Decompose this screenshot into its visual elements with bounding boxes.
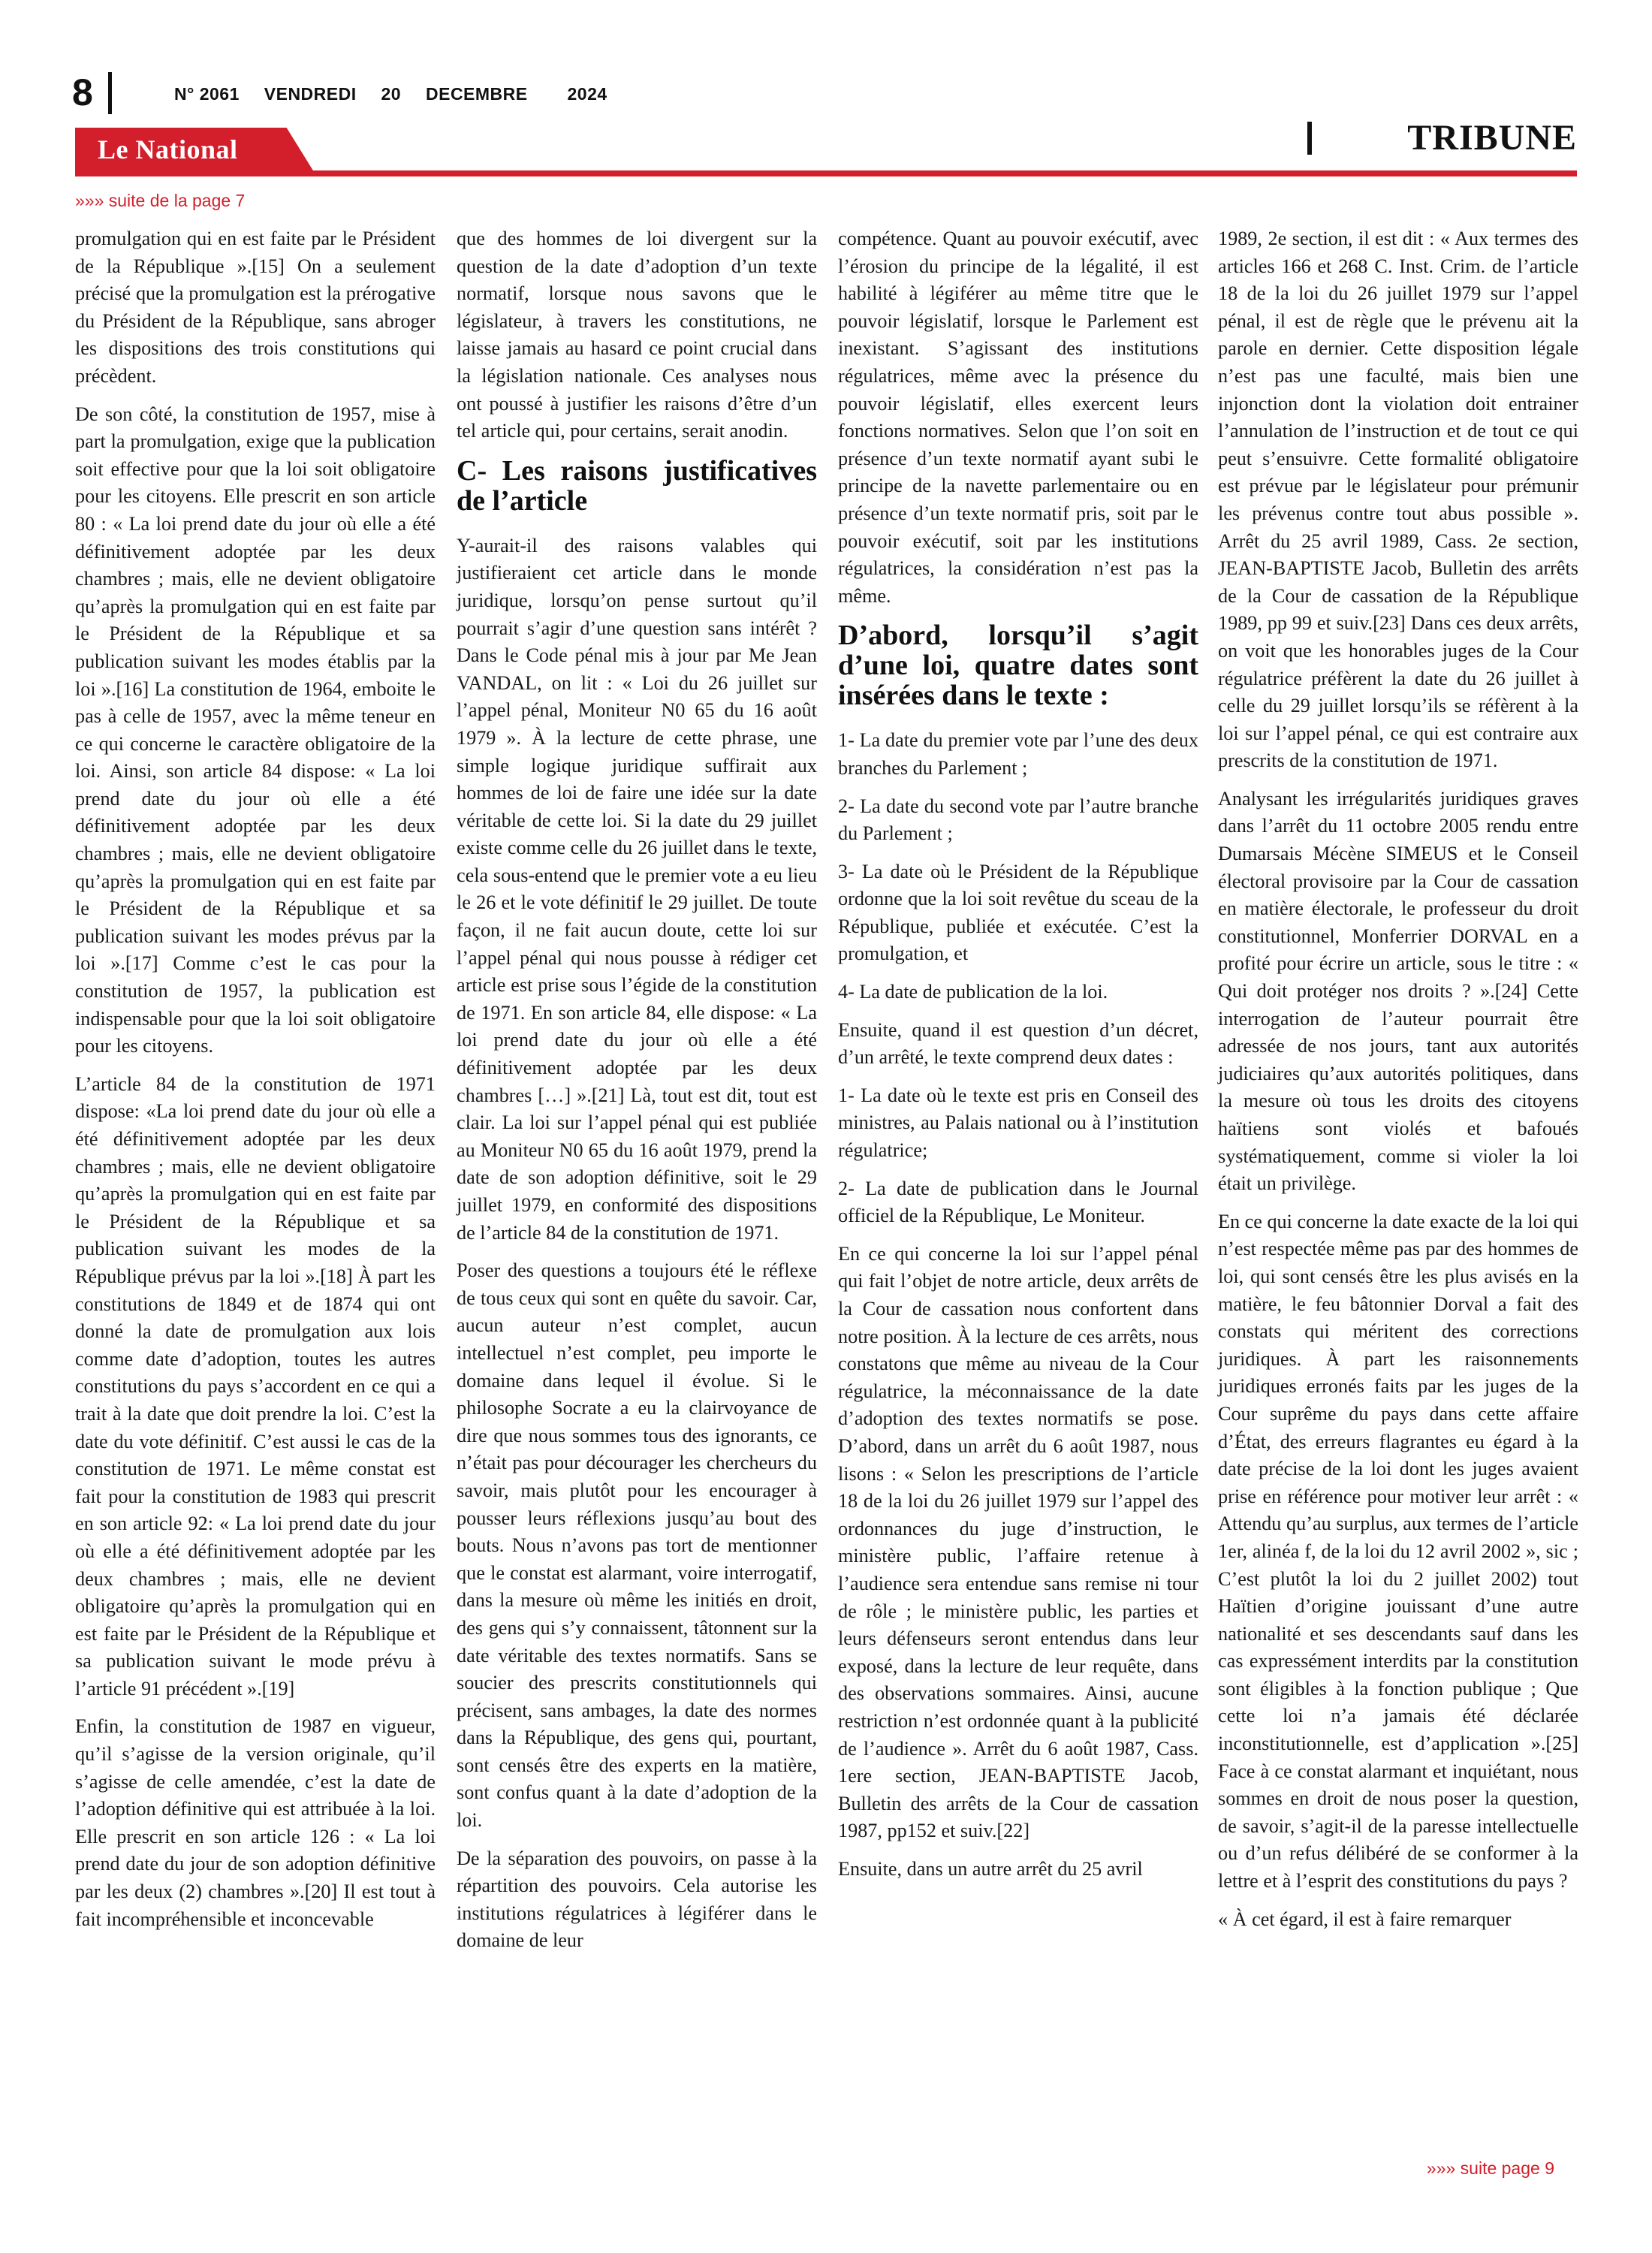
- paragraph: 2- La date de publication dans le Journal officiel de la République, Le Moniteur.: [838, 1177, 1198, 1227]
- continued-from: »»» suite de la page 7: [75, 191, 246, 210]
- section-title: TRIBUNE: [1407, 118, 1577, 158]
- issue-date-day: 20: [381, 84, 402, 104]
- issue-year: 2024: [567, 84, 607, 104]
- header-divider: [108, 72, 112, 114]
- paragraph: Enfin, la constitution de 1987 en vigueur, qu’il s’agisse de la version originale, qu’il s’agisse de celle amendée, c’est la date de l’adoption définitive qui est attribuée à la loi. Elle prescrit en son article 126 : « La loi prend date du jour de son adoption définitive par les deux (2) chambres ».[20] Il est tout à fait incompréhensible et inconcevable: [75, 1715, 436, 1930]
- issue-month: DECEMBRE: [426, 84, 528, 104]
- paragraph: 1- La date où le texte est pris en Conseil des ministres, au Palais national ou à l’institution régulatrice;: [838, 1084, 1198, 1162]
- paragraph: « À cet égard, il est à faire remarquer: [1218, 1908, 1512, 1930]
- paragraph: En ce qui concerne la date exacte de la loi qui n’est respectée même pas par des hommes de loi, qui sont censés être les plus avisés en la matière, le feu bâtonnier Dorval a fait des constats qui méritent des corrections juridiques. À part les raisonnements juridiques erronés faits par les juges de la Cour suprême du pays dans cette affaire d’État, des erreurs flagrantes eu égard à la date précise de la loi dont les juges avaient prise en référence pour motiver leur arrêt : « Attendu qu’au surplus, aux termes de l’article 1er, alinéa f, de la loi du 12 avril 2002 », sic ; C’est plutôt la loi du 2 juillet 2002) tout Haïtien d’origine jouissant d’une autre nationalité et ses descendants sauf dans les cas expressément interdits par la constitution sont éligibles à la fonction publique ; Que cette loi n’a jamais été déclarée inconstitutionnelle, est d’application ».[25] Face à ce constat alarmant et inquiétant, nous sommes en droit de nous poser la question, de savoir, s’agit-il de la paresse intellectuelle ou d’un refus délibéré de se conformer à la lettre et à l’esprit des constitutions du pays ?: [1218, 1210, 1578, 1893]
- paragraph: Poser des questions a toujours été le réflexe de tous ceux qui sont en quête du savoir. Car, aucun auteur n’est complet, aucun intellectuel n’est complet, peu importe le domaine dans lequel il évolue. Si le philosophe Socrate a eu la clairvoyance de dire que nous sommes tous des ignorants, ce n’était pas pour décourager les chercheurs du savoir, mais plutôt pour les encourager à pousser leurs réflexions jusqu’au bout des bouts. Nous n’avons pas tort de mentionner que le constat est alarmant, voire interrogatif, dans la mesure où même les initiés en droit, des gens qui s’y connaissent, tâtonnent sur la date véritable des textes normatifs. Sans se soucier des prescrits constitutionnels qui précisent, sans ambages, la date des normes dans la République, des gens qui, pourtant, sont censés être des experts en la matière, sont confus quant à la date d’adoption de la loi.: [457, 1259, 817, 1832]
- continued-to: »»» suite page 9: [1426, 2158, 1554, 2178]
- paragraph: Ensuite, quand il est question d’un décret, d’un arrêté, le texte comprend deux dates :: [838, 1018, 1198, 1069]
- article-column-2: [457, 225, 817, 1965]
- brand-logo: Le National: [98, 134, 238, 164]
- paragraph: 4- La date de publication de la loi.: [838, 981, 1108, 1003]
- paragraph: 1989, 2e section, il est dit : « Aux termes des articles 166 et 268 C. Inst. Crim. de l’article 18 de la loi du 26 juillet 1979 sur l’appel pénal, il est de règle que le prévenu ait la parole en dernier. Cette disposition légale n’est pas une faculté, mais bien une injonction dont la violation doit entrainer l’annulation de l’instruction et de tout ce qui peut s’ensuivre. Cette formalité obligatoire est prévue par le législateur pour prémunir les prévenus contre tout abus possible ». Arrêt du 25 avril 1989, Cass. 2e section, JEAN-BAPTISTE Jacob, Bulletin des arrêts de la Cour de cassation de la République 1989, pp 99 et suiv.[23] Dans ces deux arrêts, on voit que les honorables juges de la Cour régulatrice préfèrent la date du 26 juillet à celle du 29 juillet lorsqu’ils se réfèrent à la loi sur l’appel pénal, ce qui est contraire aux prescrits de la constitution de 1971.: [1218, 228, 1578, 772]
- issue-day: VENDREDI: [264, 84, 357, 104]
- issue-info: [174, 84, 627, 104]
- paragraph: promulgation qui en est faite par le Président de la République ».[15] On a seulement précisé que la promulgation est la prérogative du Président de la République, sans abroger les dispositions des trois constitutions qui précèdent.: [75, 228, 436, 387]
- paragraph: 2- La date du second vote par l’autre branche du Parlement ;: [838, 795, 1198, 845]
- section-divider: [1307, 122, 1312, 155]
- paragraph: Ensuite, dans un autre arrêt du 25 avril: [838, 1857, 1143, 1880]
- article-column-1: [75, 225, 436, 1944]
- paragraph: Y-aurait-il des raisons valables qui justifieraient cet article dans le monde juridique, lorsqu’on pense surtout qu’il pourrait s’agir d’une question sans intérêt ? Dans le Code pénal mis à jour par Me Jean VANDAL, on lit : « Loi du 26 juillet sur l’appel pénal, Moniteur N0 65 du 16 août 1979 ». À la lecture de cette phrase, une simple logique juridique suffirait aux hommes de loi de faire une idée sur la date véritable de cette loi. Si la date du 29 juillet existe comme celle du 26 juillet dans le texte, cela sous-entend que le premier vote a eu lieu le 26 et le vote définitif le 29 juillet. De toute façon, il ne fait aucun doute, cette loi sur l’appel pénal qui nous pousse à rédiger cet article est prise sous l’égide de la constitution de 1971. En son article 84, elle dispose: « La loi prend date du jour où elle a été définitivement adoptée par les deux chambres […] ».[21] Là, tout est dit, tout est clair. La loi sur l’appel pénal qui est publiée au Moniteur N0 65 du 16 août 1979, prend la date de son adoption définitive, soit le 29 juillet 1979, en conformité des dispositions de l’article 84 de la constitution de 1971.: [457, 534, 817, 1244]
- paragraph: L’article 84 de la constitution de 1971 dispose: «La loi prend date du jour où elle a été définitivement adoptée par les deux chambres ; mais, elle ne devient obligatoire qu’après la promulgation qui en est faite par le Président de la République et sa publication suivant les modes de la République prévus par la loi ».[18] À part les constitutions de 1849 et de 1874 qui ont donné la date de promulgation aux lois comme date d’adoption, toutes les autres constitutions du pays s’accordent en ce qui a trait à la date que doit prendre la loi. C’est la date du vote définitif. C’est aussi le cas de la constitution de 1971. Le même constat est fait pour la constitution de 1983 qui prescrit en son article 92: « La loi prend date du jour où elle a été définitivement adoptée par les deux chambres ; mais, elle ne devient obligatoire qu’après la promulgation qui en est faite par le Président de la République et sa publication suivant le mode prévu à l’article 91 précédent ».[19]: [75, 1072, 436, 1700]
- article-column-4: [1218, 225, 1578, 1944]
- paragraph: que des hommes de loi divergent sur la question de la date d’adoption d’un texte normatif, lorsque nous savons que le législateur, à travers les constitutions, ne laisse jamais au hasard ce point crucial dans la législation nationale. Ces analyses nous ont poussé à justifier les raisons d’être d’un tel article qui, pour certains, serait anodin.: [457, 228, 817, 442]
- paragraph: 3- La date où le Président de la République ordonne que la loi soit revêtue du sceau de la République, publiée et exécutée. C’est la promulgation, et: [838, 860, 1198, 965]
- article-column-3: [838, 225, 1198, 1893]
- subheading: C- Les raisons justificatives de l’article: [457, 454, 817, 517]
- paragraph: De la séparation des pouvoirs, on passe à la répartition des pouvoirs. Cela autorise les institutions régulatrices à légiférer dans le domaine de leur: [457, 1847, 817, 1952]
- paragraph: 1- La date du premier vote par l’une des deux branches du Parlement ;: [838, 729, 1198, 779]
- paragraph: En ce qui concerne la loi sur l’appel pénal qui fait l’objet de notre article, deux arrêts de la Cour de cassation nous confortent dans notre position. À la lecture de ces arrêts, nous constatons que même au niveau de la Cour régulatrice, la méconnaissance de la date d’adoption des textes normatifs se pose. D’abord, dans un arrêt du 6 août 1987, nous lisons : « Selon les prescriptions de l’article 18 de la loi du 26 juillet 1979 sur l’appel des ordonnances du juge d’instruction, le ministère public, l’affaire retenue à l’audience sera entendue sans remise ni tour de rôle ; le ministère public, les parties et leurs défenseurs seront entendus dans leur exposé, dans la lecture de leur requête, dans des observations sommaires. Ainsi, aucune restriction n’est ordonnée quant à la publicité de l’audience ». Arrêt du 6 août 1987, Cass. 1ere section, JEAN-BAPTISTE Jacob, Bulletin des arrêts de la Cour de cassation 1987, pp152 et suiv.[22]: [838, 1242, 1198, 1842]
- paragraph: Analysant les irrégularités juridiques graves dans l’arrêt du 11 octobre 2005 rendu entre Dumarsais Mécène SIMEUS et le Conseil électoral provisoire par la Cour de cassation en matière électorale, le professeur du droit constitutionnel, Monferrier DORVAL en a profité pour écrire un article, sous le titre : « Qui doit protéger nos droits ? ».[24] Cette interrogation de l’auteur pourrait être adressée de nos jours, tant aux autorités judiciaires qu’aux autorités politiques, dans la mesure où tous les droits des citoyens haïtiens sont violés et bafoués systématiquement, comme si violer la loi était un privilège.: [1218, 787, 1578, 1195]
- issue-number: N° 2061: [174, 84, 240, 104]
- paragraph: compétence. Quant au pouvoir exécutif, avec l’érosion du principe de la légalité, il est habilité à légiférer au même titre que le pouvoir législatif, lorsque le Parlement est inexistant. S’agissant des institutions régulatrices, même avec la présence du pouvoir législatif, elles exercent leurs fonctions normatives. Selon que l’on soit en présence d’un texte normatif ayant subi le principe de la navette parlementaire ou en présence d’un texte normatif pris, soit par le pouvoir exécutif, soit par les institutions régulatrices, la considération n’est pas la même.: [838, 228, 1198, 607]
- subheading: D’abord, lorsqu’il s’agit d’une loi, quatre dates sont insérées dans le texte :: [838, 620, 1198, 712]
- paragraph: De son côté, la constitution de 1957, mise à part la promulgation, exige que la publication soit effective pour que la loi soit obligatoire pour les citoyens. Elle prescrit en son article 80 : « La loi prend date du jour où elle a été définitivement adoptée par les deux chambres ; mais, elle ne devient obligatoire qu’après la promulgation qui en est faite par le Président de la République et sa publication suivant les modes établis par la loi ».[16] La constitution de 1964, emboite le pas à celle de 1957, avec la même teneur en ce qui concerne le caractère obligatoire de la loi. Ainsi, son article 84 dispose: « La loi prend date du jour où elle a été définitivement adoptée par les deux chambres ; mais, elle ne devient obligatoire qu’après la promulgation qui en est faite par le Président de la République et sa publication suivant les modes prévus par la loi ».[17] Comme c’est le cas pour la constitution de 1957, la publication est indispensable pour que la loi soit obligatoire pour les citoyens.: [75, 403, 436, 1057]
- page-number: 8: [72, 71, 93, 113]
